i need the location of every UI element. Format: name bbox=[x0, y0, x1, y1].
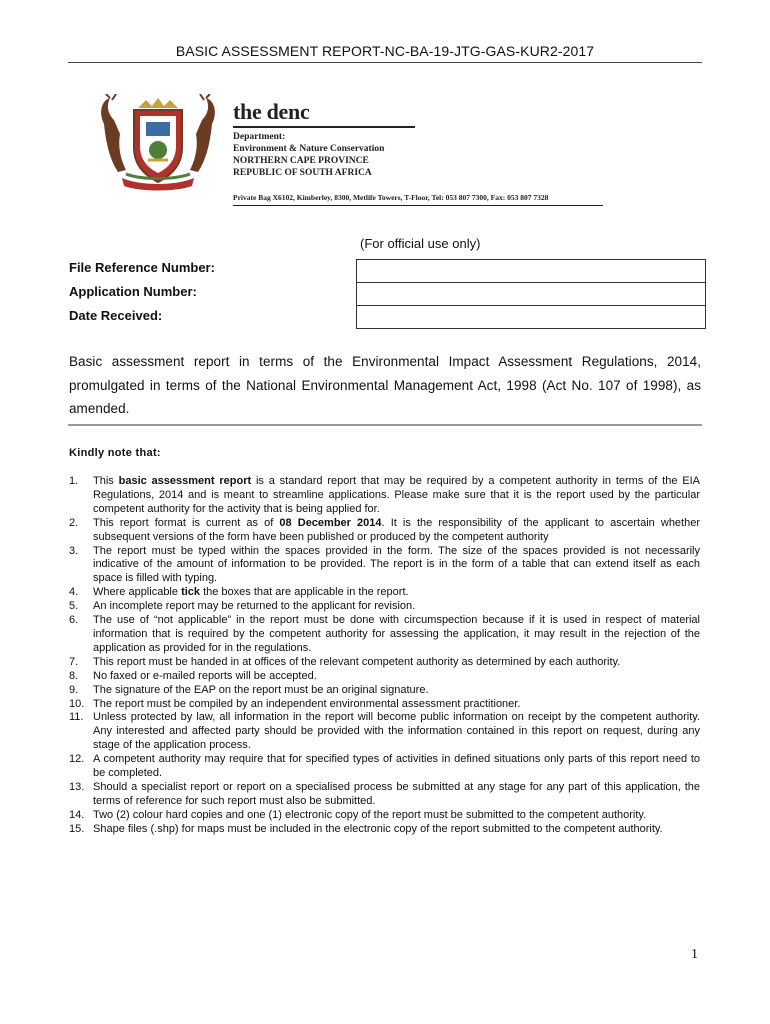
note-fragment: Should a specialist report or report on a specialised process be submitted at any stage for any part of this application, the terms of reference for such report must also be submitted. bbox=[93, 780, 700, 807]
page-number: 1 bbox=[691, 947, 698, 962]
department-line: Department: bbox=[233, 132, 286, 142]
note-item bbox=[69, 809, 700, 823]
note-text bbox=[93, 656, 700, 670]
note-item bbox=[69, 781, 700, 809]
note-fragment: . It is the responsibility of the applicant to ascertain whether subsequent versions of the form have been published or produced by the competent authority bbox=[93, 516, 701, 543]
note-number: 3. bbox=[69, 544, 79, 557]
note-text bbox=[93, 600, 700, 614]
file-reference-label: File Reference Number: bbox=[69, 260, 215, 275]
note-text bbox=[93, 809, 700, 823]
letterhead-divider bbox=[233, 126, 415, 128]
note-number: 11. bbox=[69, 711, 84, 724]
report-title: BASIC ASSESSMENT REPORT-NC-BA-19-JTG-GAS-KUR2-2017 bbox=[175, 43, 595, 59]
note-fragment: An incomplete report may be returned to the applicant for revision. bbox=[93, 600, 416, 613]
official-field-labels bbox=[69, 259, 215, 331]
note-text bbox=[93, 517, 700, 545]
note-item bbox=[69, 517, 700, 545]
date-received-label: Date Received: bbox=[69, 308, 163, 323]
note-fragment: The signature of the EAP on the report must be an original signature. bbox=[93, 683, 429, 696]
note-item bbox=[69, 614, 700, 656]
note-emphasis: tick bbox=[181, 586, 201, 599]
note-text bbox=[93, 781, 700, 809]
note-item bbox=[69, 656, 700, 670]
note-fragment: The use of “not applicable” in the report must be done with circumspection because if it is used in respect of material information that is required by the competent authority for assessing the application, it may result in the rejection of the application as provided for in the regulations. bbox=[93, 614, 700, 654]
notes-heading: Kindly note that: bbox=[69, 447, 161, 459]
coat-of-arms-logo bbox=[96, 94, 220, 194]
intro-paragraph: Basic assessment report in terms of the Environmental Impact Assessment Regulations, 2014, promulgated in terms of the National Environmental Management Act, 1998 (Act No. 107 of 1998), as amended. bbox=[69, 354, 701, 416]
note-emphasis: 08 December 2014 bbox=[279, 516, 382, 529]
note-item bbox=[69, 545, 700, 587]
note-number: 2. bbox=[69, 516, 79, 529]
note-text bbox=[93, 711, 700, 753]
department-line: Environment & Nature Conservation bbox=[233, 144, 385, 154]
note-number: 10. bbox=[69, 697, 85, 710]
note-item bbox=[69, 586, 700, 600]
address-divider bbox=[233, 205, 603, 206]
note-item bbox=[69, 711, 700, 753]
official-use-table bbox=[356, 259, 706, 329]
note-item bbox=[69, 753, 700, 781]
note-item bbox=[69, 475, 700, 517]
note-number: 14. bbox=[69, 808, 85, 821]
note-text bbox=[93, 698, 700, 712]
note-number: 8. bbox=[69, 669, 79, 682]
department-line: REPUBLIC OF SOUTH AFRICA bbox=[233, 168, 372, 178]
note-fragment: The report must be typed within the spaces provided in the form. The size of the spaces provided is not necessarily indicative of the amount of information to be provided. The report is in the form of a table that can extend itself as each space is filled with typing. bbox=[93, 544, 700, 585]
note-number: 4. bbox=[69, 586, 79, 599]
note-text bbox=[93, 545, 700, 587]
note-fragment: the boxes that are applicable in the report. bbox=[200, 586, 409, 599]
note-text bbox=[93, 753, 700, 781]
note-number: 13. bbox=[69, 780, 85, 793]
note-text bbox=[93, 684, 700, 698]
note-fragment: is a standard report that may be required by a competent authority in terms of the EIA Regulations, 2014 and is meant to streamline applications. Please make sure that it is the report used by the particular competent authority for the activity that is being applied for. bbox=[93, 475, 700, 515]
note-item bbox=[69, 600, 700, 614]
note-number: 6. bbox=[69, 614, 79, 627]
department-line: NORTHERN CAPE PROVINCE bbox=[233, 156, 369, 166]
note-fragment: The report must be compiled by an independent environmental assessment practitioner. bbox=[93, 697, 521, 710]
note-number: 12. bbox=[69, 753, 85, 766]
denc-wordmark: the denc bbox=[233, 99, 310, 124]
note-text bbox=[93, 614, 700, 656]
note-text bbox=[93, 475, 700, 517]
note-fragment: Where applicable bbox=[93, 586, 182, 599]
note-text bbox=[93, 670, 700, 684]
official-use-note: (For official use only) bbox=[360, 236, 481, 251]
note-item bbox=[69, 698, 700, 712]
note-fragment: This report must be handed in at offices of the relevant competent authority as determined by each authority. bbox=[93, 655, 621, 668]
date-received-field[interactable] bbox=[357, 306, 706, 329]
notes-list bbox=[69, 475, 700, 837]
letterhead-address: Private Bag X6102, Kimberley, 8300, Metlife Towers, T-Floor, Tel: 053 807 7300, Fax: 053 807 7328 bbox=[233, 193, 549, 202]
note-number: 1. bbox=[69, 475, 79, 487]
note-fragment: A competent authority may require that for specified types of activities in defined situations only parts of this report need to be completed. bbox=[93, 753, 700, 780]
intro-divider bbox=[68, 424, 702, 426]
note-number: 7. bbox=[69, 655, 79, 668]
note-text bbox=[93, 586, 700, 600]
application-number-label: Application Number: bbox=[69, 284, 197, 299]
note-fragment: This bbox=[93, 475, 119, 487]
note-fragment: This report format is current as of bbox=[93, 516, 280, 529]
note-text bbox=[93, 823, 700, 837]
note-number: 15. bbox=[69, 822, 85, 835]
file-reference-field[interactable] bbox=[357, 260, 706, 283]
application-number-field[interactable] bbox=[357, 283, 706, 306]
note-item bbox=[69, 684, 700, 698]
note-fragment: No faxed or e-mailed reports will be accepted. bbox=[93, 669, 317, 682]
department-block bbox=[233, 131, 384, 179]
note-emphasis: basic assessment report bbox=[118, 475, 252, 487]
note-item bbox=[69, 823, 700, 837]
note-number: 5. bbox=[69, 600, 79, 613]
note-fragment: Shape files (.shp) for maps must be included in the electronic copy of the report submitted to the competent authority. bbox=[93, 822, 663, 835]
note-fragment: Unless protected by law, all information in the report will become public information on receipt by the competent authority. Any interested and affected party should be provided with the information contained in this report on request, during any stage of the application process. bbox=[93, 711, 700, 752]
note-fragment: Two (2) colour hard copies and one (1) electronic copy of the report must be submitted to the competent authority. bbox=[93, 808, 647, 821]
note-number: 9. bbox=[69, 683, 79, 696]
header-divider bbox=[68, 62, 702, 63]
note-item bbox=[69, 670, 700, 684]
